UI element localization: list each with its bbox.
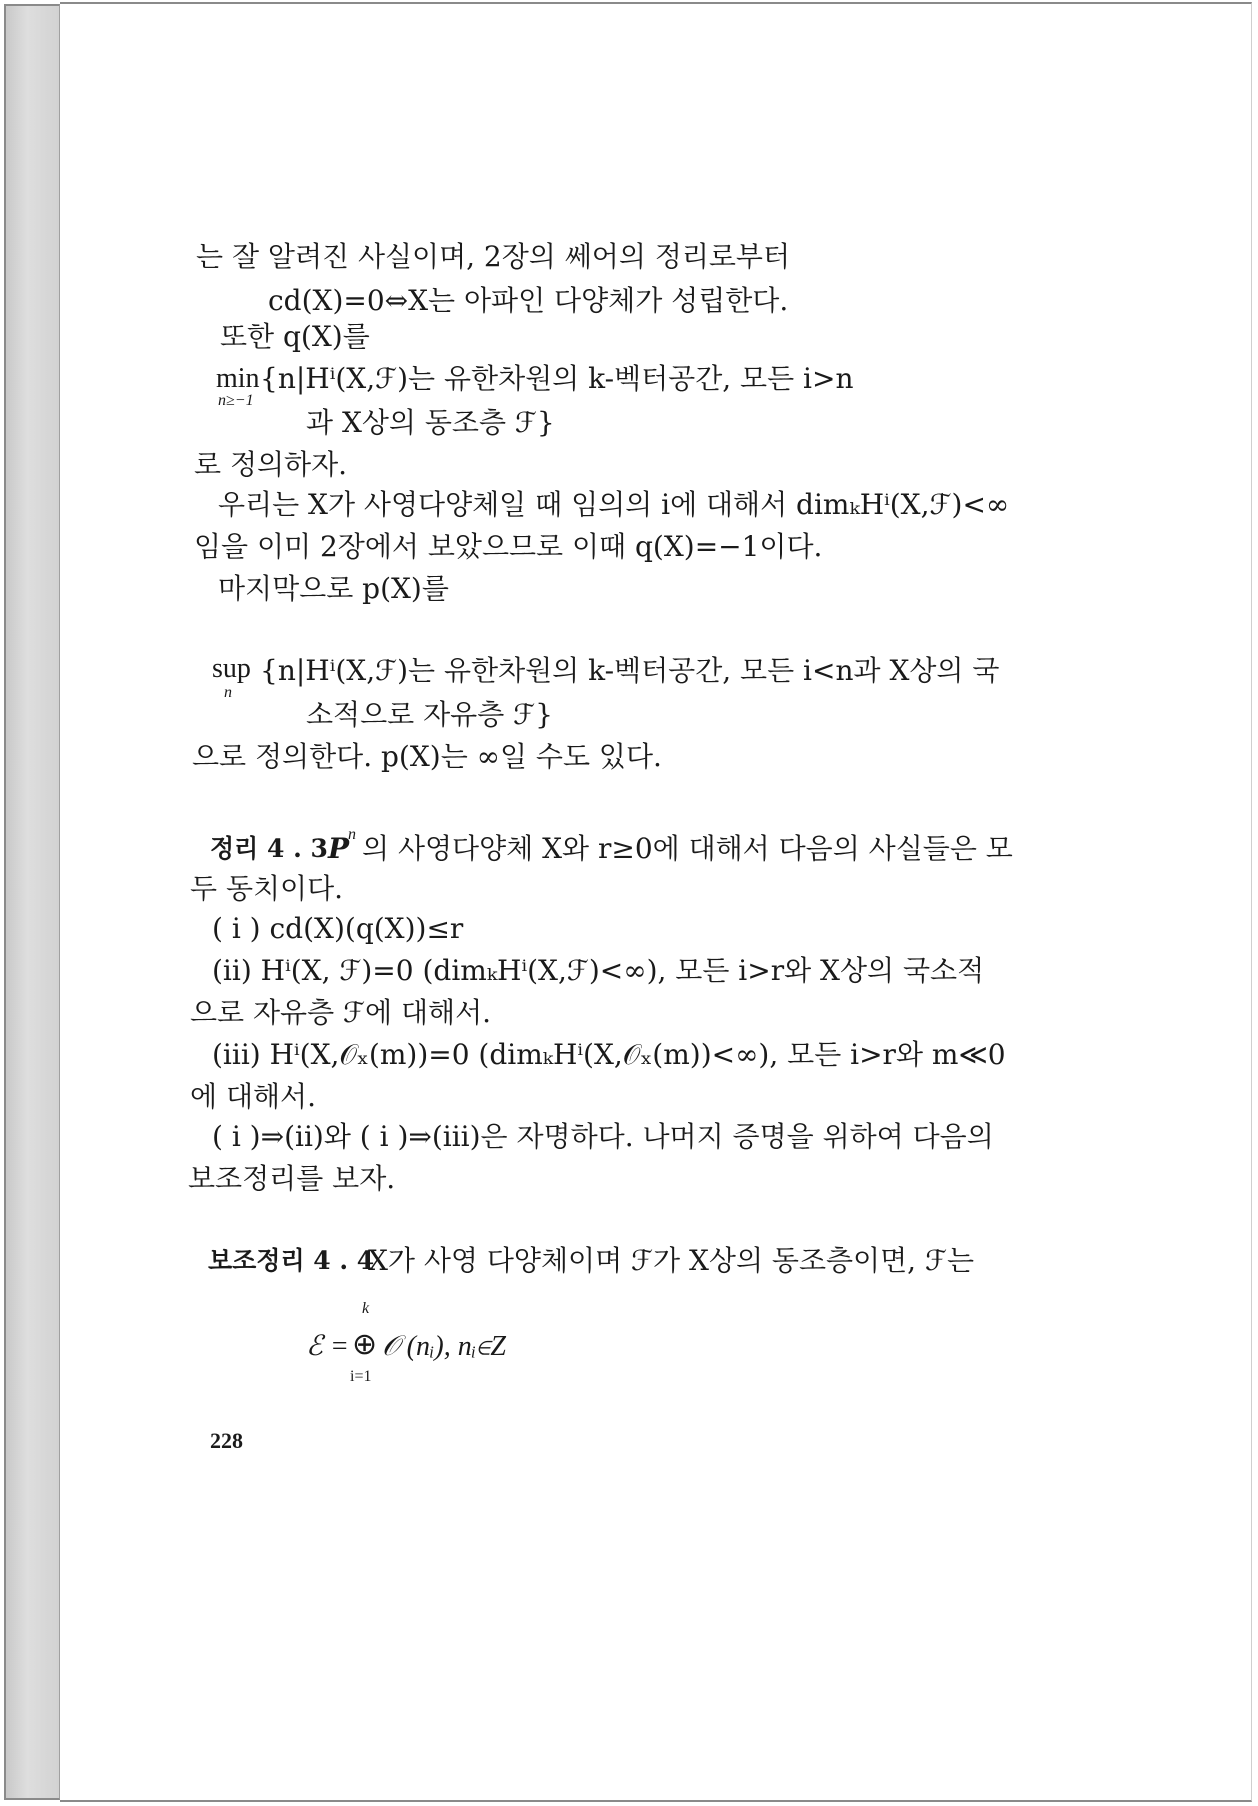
theorem-superscript-n: n: [348, 826, 356, 843]
sup-operator: sup: [212, 653, 251, 684]
theorem-projective-p: P: [328, 832, 350, 865]
text-line-4: {n|Hⁱ(X,ℱ)는 유한차원의 k-벡터공간, 모든 i>n: [260, 362, 854, 395]
item-ii: (ii) Hⁱ(X, ℱ)=0 (dimₖHⁱ(X,ℱ)<∞), 모든 i>r와 X상의 국소적: [212, 954, 985, 987]
item-ii-continued: 으로 자유층 ℱ에 대해서.: [190, 996, 492, 1029]
lemma-statement: X가 사영 다양체이며 ℱ가 X상의 동조층이면, ℱ는: [368, 1244, 975, 1277]
item-iii: (iii) Hⁱ(X,𝒪ₓ(m))=0 (dimₖHⁱ(X,𝒪ₓ(m))<∞), 모든 i>r와 m≪0: [212, 1038, 1006, 1071]
min-subscript: n≥−1: [218, 392, 254, 409]
book-spine: [4, 4, 60, 1800]
page-number: 228: [210, 1428, 243, 1453]
text-line-7: 우리는 X가 사영다양체일 때 임의의 i에 대해서 dimₖHⁱ(X,ℱ)<∞: [218, 488, 1010, 521]
text-line-12: 으로 정의한다. p(X)는 ∞일 수도 있다.: [192, 740, 662, 773]
document-page: [60, 2, 1252, 1802]
item-iii-continued: 에 대해서.: [190, 1080, 316, 1113]
theorem-label: 정리 4 . 3: [210, 834, 328, 863]
formula-rhs: 𝒪 (nᵢ), nᵢ∈Z: [382, 1331, 506, 1362]
oplus-top: k: [362, 1300, 370, 1317]
text-line-2: cd(X)=0⇔X는 아파인 다양체가 성립한다.: [268, 284, 789, 317]
oplus-bottom: i=1: [350, 1368, 372, 1385]
text-line-11: 소적으로 자유층 ℱ}: [306, 698, 553, 731]
text-line-proof-continued: 보조정리를 보자.: [188, 1162, 396, 1195]
text-line-9: 마지막으로 p(X)를: [218, 572, 449, 605]
text-line-6: 로 정의하자.: [194, 448, 348, 481]
text-line-14: 두 동치이다.: [190, 872, 344, 905]
text-line-13: 의 사영다양체 X와 r≥0에 대해서 다음의 사실들은 모: [362, 832, 1013, 865]
text-line-proof: ( i )⇒(ii)와 ( i )⇒(iii)은 자명하다. 나머지 증명을 위하여 다음의: [212, 1120, 994, 1153]
text-line-5: 과 X상의 동조층 ℱ}: [306, 406, 555, 439]
text-line-1: 는 잘 알려진 사실이며, 2장의 쎄어의 정리로부터: [196, 240, 791, 273]
lemma-label: 보조정리 4 . 4: [208, 1246, 375, 1275]
item-i: ( i ) cd(X)(q(X))≤r: [212, 912, 464, 945]
text-line-8: 임을 이미 2장에서 보았으므로 이때 q(X)=−1이다.: [194, 530, 823, 563]
oplus-symbol: ⊕: [352, 1328, 378, 1361]
text-line-10: {n|Hⁱ(X,ℱ)는 유한차원의 k-벡터공간, 모든 i<n과 X상의 국: [260, 654, 1000, 687]
min-operator: min: [216, 363, 260, 394]
sup-subscript: n: [224, 684, 232, 701]
formula-lhs: ℰ =: [306, 1331, 349, 1362]
text-line-3: 또한 q(X)를: [220, 320, 370, 353]
